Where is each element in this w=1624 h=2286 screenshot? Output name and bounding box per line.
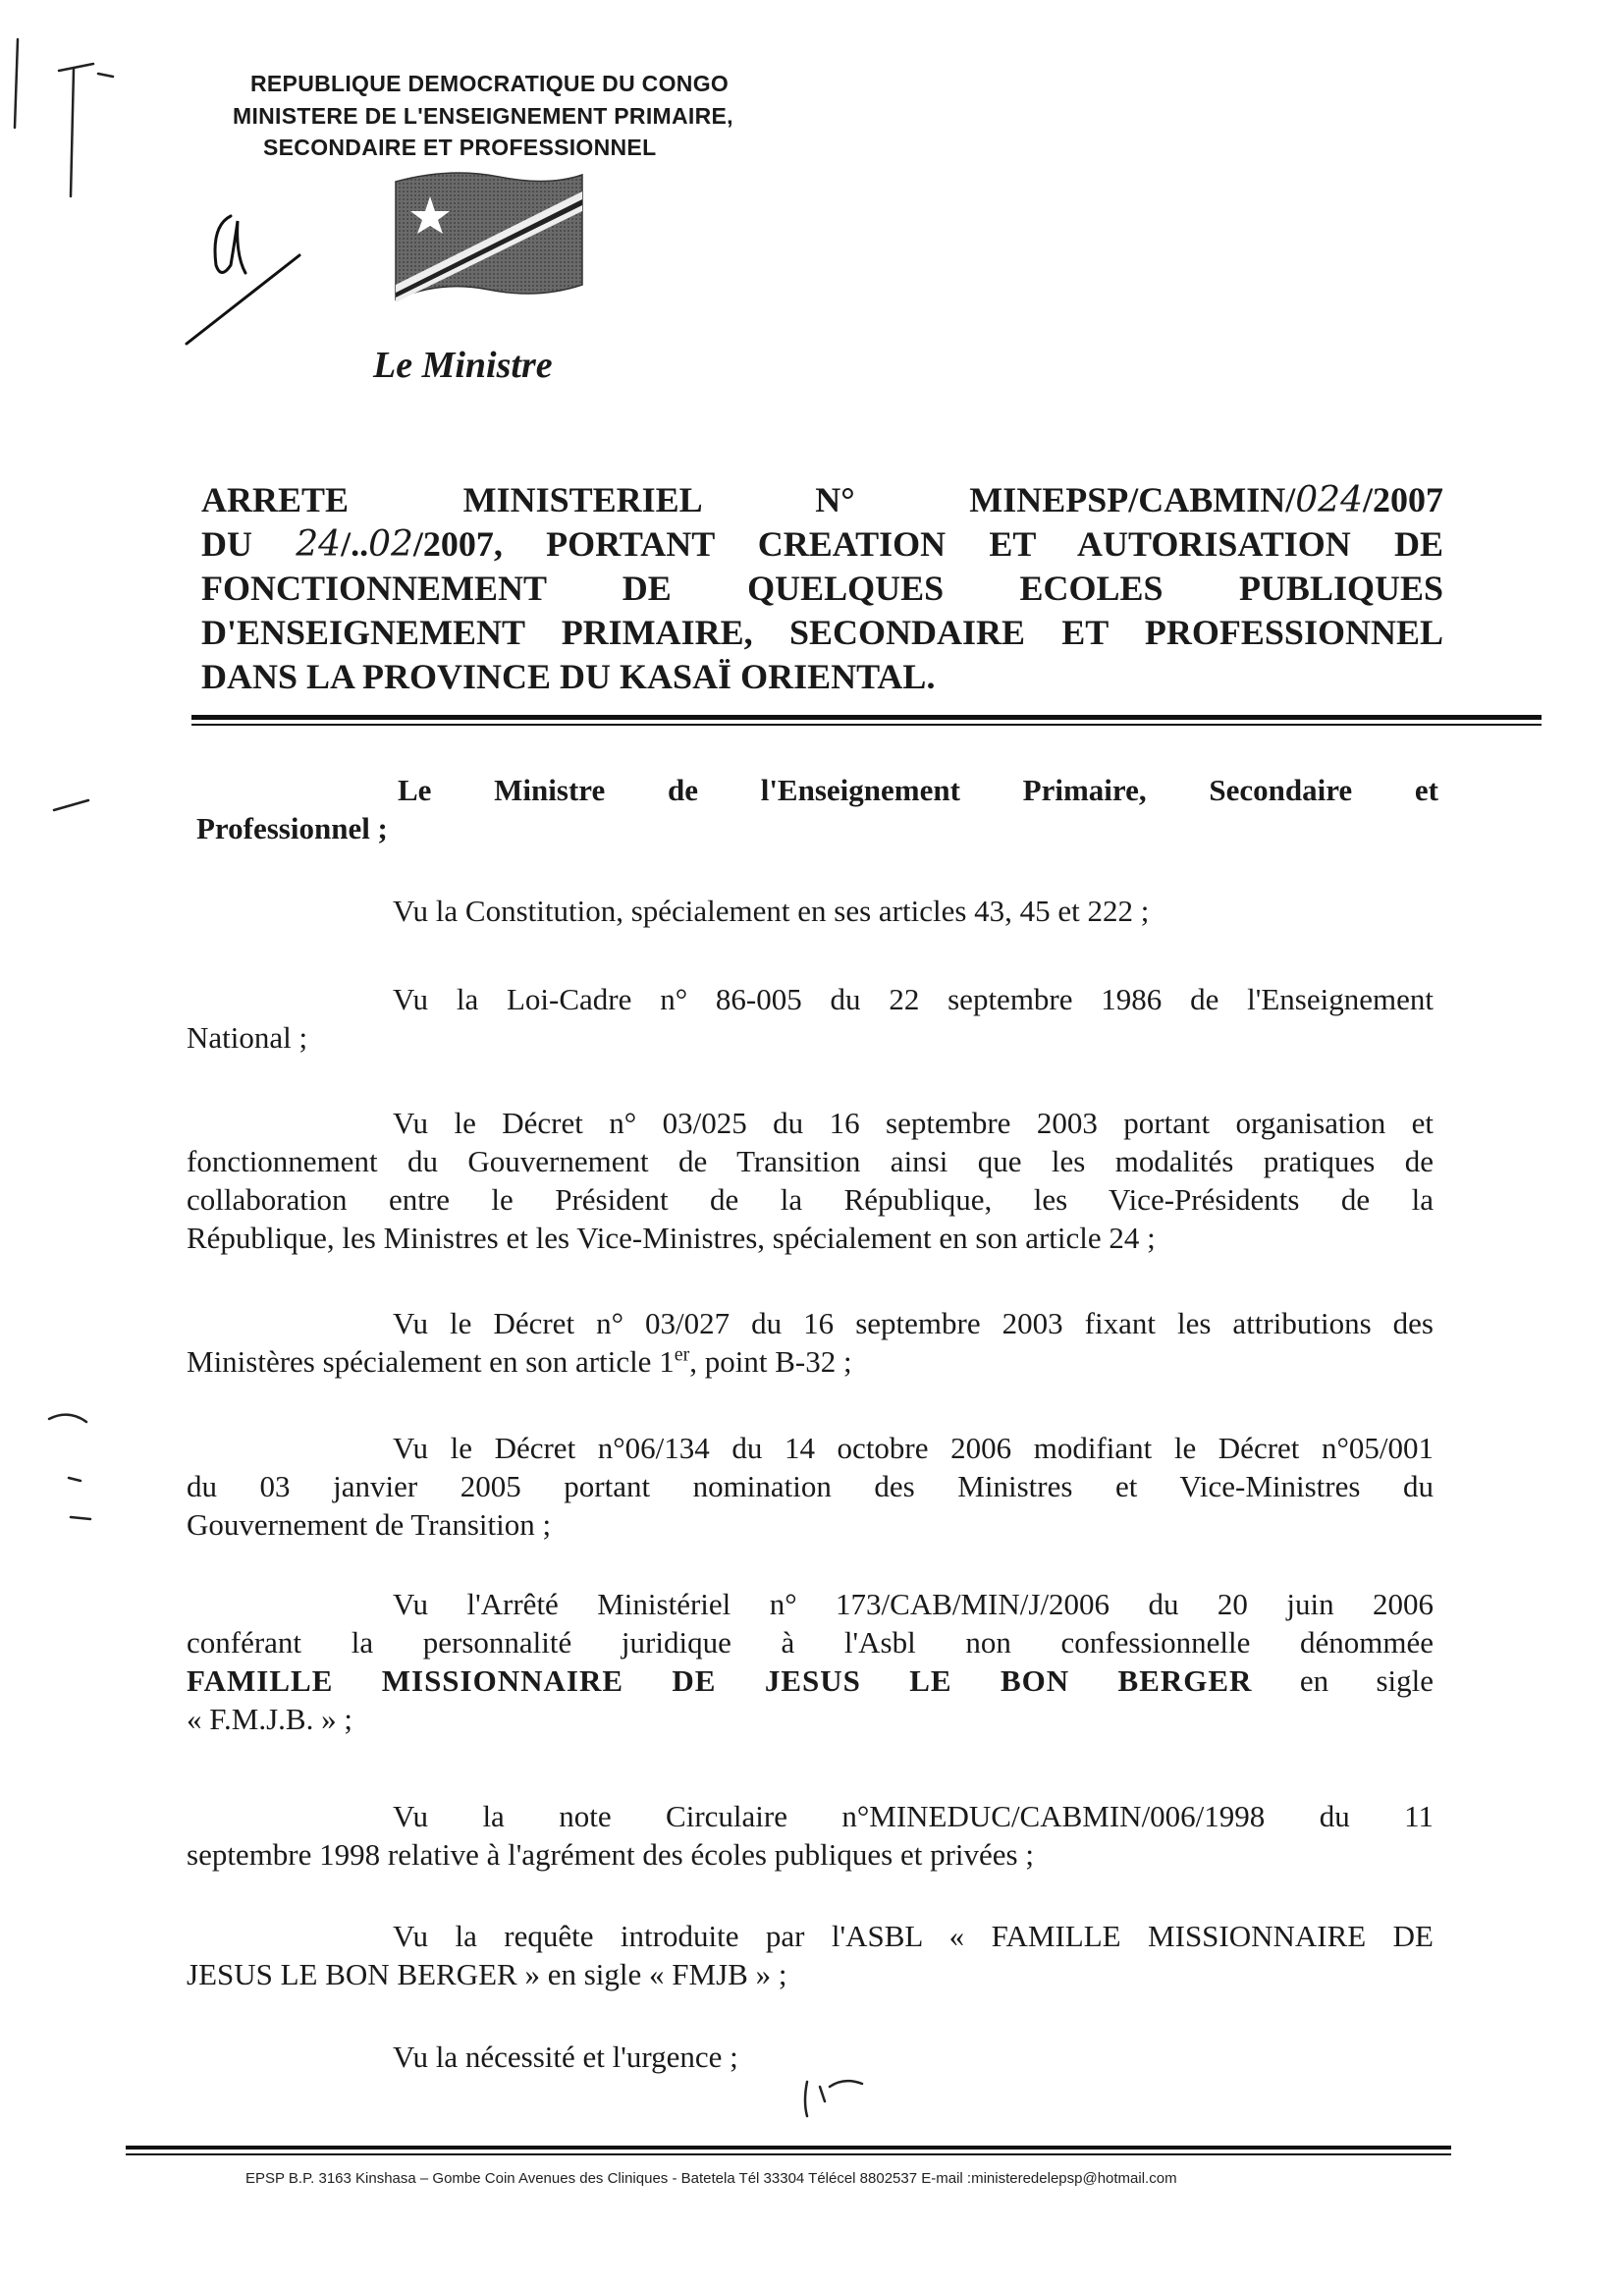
title-line-3: FONCTIONNEMENT DE QUELQUES ECOLES PUBLIQUES: [201, 569, 1443, 608]
title-line-1: [201, 478, 1443, 522]
header-ministry: MINISTERE DE L'ENSEIGNEMENT PRIMAIRE,: [233, 103, 733, 129]
title-line-2: [201, 522, 1443, 567]
title-divider-thin: [191, 724, 1542, 726]
vu-line: National ;: [187, 1020, 308, 1055]
vu-line: Vu l'Arrêté Ministériel n° 173/CAB/MIN/J/2006 du 20 juin 2006: [393, 1587, 1434, 1621]
vu-line: Vu la Constitution, spécialement en ses articles 43, 45 et 222 ;: [393, 894, 1150, 928]
vu-line: [187, 1342, 1434, 1381]
title-word: ARRETE: [201, 480, 350, 519]
title-divider: [191, 715, 1542, 720]
minister-title: Le Ministre: [373, 345, 553, 386]
vu-line: Vu la Loi-Cadre n° 86-005 du 22 septembre 1986 de l'Enseignement: [393, 982, 1434, 1016]
footer-divider-thin: [126, 2153, 1451, 2155]
header-ministry-cont: SECONDAIRE ET PROFESSIONNEL: [263, 135, 657, 160]
vu-line: conférant la personnalité juridique à l'Asbl non confessionnelle dénommée: [187, 1625, 1434, 1660]
vu-decret-06-134: [187, 1429, 1434, 1544]
preamble-line-1: Le Ministre de l'Enseignement Primaire, Secondaire et: [398, 773, 1438, 807]
title-line-4: D'ENSEIGNEMENT PRIMAIRE, SECONDAIRE ET PROFESSIONNEL: [201, 613, 1443, 652]
vu-line: « F.M.J.B. » ;: [187, 1702, 352, 1736]
vu-text: Ministères spécialement en son article 1: [187, 1344, 675, 1379]
vu-loi-cadre: [187, 980, 1434, 1057]
drc-flag-emblem: [391, 167, 587, 314]
title-word: MINEPSP/CABMIN/: [969, 480, 1296, 519]
title-text: /2007, PORTANT CREATION ET AUTORISATION DE: [412, 524, 1444, 564]
preamble-line-2: Professionnel ;: [196, 811, 388, 845]
title-word: MINISTERIEL: [462, 480, 701, 519]
title-text: DU: [201, 524, 297, 564]
vu-requete: [187, 1917, 1434, 1993]
vu-line: Gouvernement de Transition ;: [187, 1507, 552, 1542]
vu-decret-03-025: [187, 1104, 1434, 1257]
vu-constitution: [187, 892, 1434, 930]
vu-text: , point B-32 ;: [689, 1344, 852, 1379]
vu-decret-03-027: [187, 1304, 1434, 1381]
handwritten-month: 02: [368, 524, 413, 565]
footer-divider: [126, 2146, 1451, 2150]
handwritten-initials: [177, 196, 324, 354]
vu-line: du 03 janvier 2005 portant nomination des Ministres et Vice-Ministres du: [187, 1469, 1434, 1503]
vu-line: Vu la note Circulaire n°MINEDUC/CABMIN/006/1998 du 11: [393, 1799, 1434, 1833]
header-country: REPUBLIQUE DEMOCRATIQUE DU CONGO: [250, 71, 730, 96]
title-word: /2007: [1362, 480, 1443, 519]
vu-line: Vu le Décret n° 03/027 du 16 septembre 2003 fixant les attributions des: [393, 1306, 1434, 1340]
vu-line: [187, 1661, 1434, 1700]
superscript: er: [674, 1343, 690, 1366]
decree-title: [201, 478, 1443, 699]
vu-line: septembre 1998 relative à l'agrément des écoles publiques et privées ;: [187, 1837, 1034, 1872]
title-line-5: DANS LA PROVINCE DU KASAÏ ORIENTAL.: [201, 657, 936, 696]
vu-line: Vu la requête introduite par l'ASBL « FAMILLE MISSIONNAIRE DE: [393, 1919, 1434, 1953]
vu-urgence: [187, 2038, 1434, 2076]
vu-text: en sigle: [1299, 1663, 1434, 1698]
vu-arrete-173: [187, 1585, 1434, 1738]
title-text: /..: [341, 524, 369, 564]
association-name: FAMILLE MISSIONNAIRE DE JESUS LE BON BERGER: [187, 1663, 1253, 1698]
footer-address: EPSP B.P. 3163 Kinshasa – Gombe Coin Avenues des Cliniques - Batetela Tél 33304 Télécel 8802537 E-mail :ministeredelepsp@hotmail.com: [245, 2170, 1177, 2187]
vu-line: fonctionnement du Gouvernement de Transition ainsi que les modalités pratiques de: [187, 1144, 1434, 1178]
title-word: N°: [815, 480, 855, 519]
vu-note-circulaire: [187, 1797, 1434, 1874]
vu-line: Vu le Décret n°06/134 du 14 octobre 2006 modifiant le Décret n°05/001: [393, 1431, 1434, 1465]
vu-line: collaboration entre le Président de la République, les Vice-Présidents de la: [187, 1182, 1434, 1217]
handwritten-number: 024: [1295, 480, 1363, 520]
vu-line: Vu le Décret n° 03/025 du 16 septembre 2003 portant organisation et: [393, 1106, 1434, 1140]
preamble: [196, 771, 1438, 847]
vu-line: JESUS LE BON BERGER » en sigle « FMJB » ;: [187, 1957, 787, 1991]
handwritten-day: 24: [296, 524, 342, 565]
vu-line: République, les Ministres et les Vice-Ministres, spécialement en son article 24 ;: [187, 1221, 1156, 1255]
vu-line: Vu la nécessité et l'urgence ;: [393, 2040, 738, 2074]
